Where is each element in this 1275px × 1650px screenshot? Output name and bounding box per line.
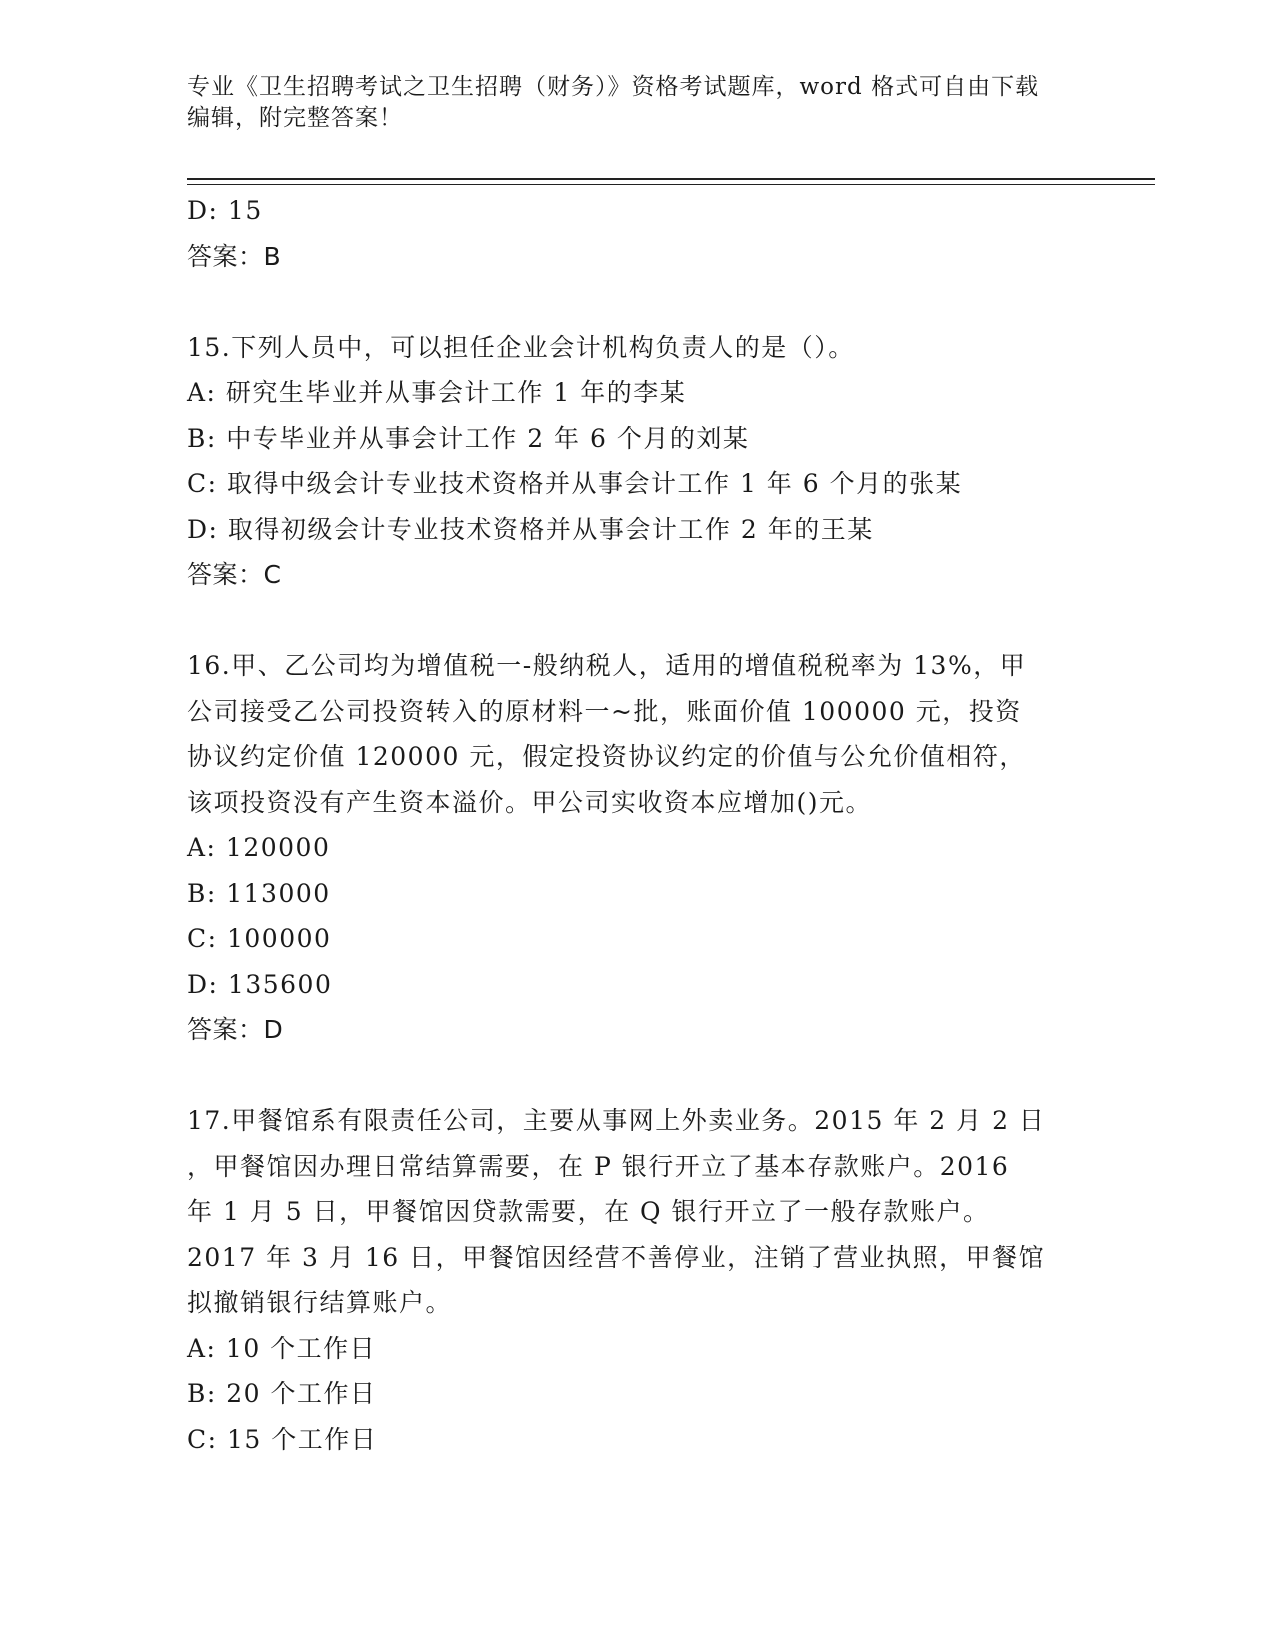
q16-option-c: C: 100000 [187,924,332,953]
q16-option-d: D: 135600 [187,969,333,999]
header-line-1: 专业《卫生招聘考试之卫生招聘（财务）》资格考试题库，word 格式可自由下载 [187,74,1040,100]
header-line-2: 编辑，附完整答案！ [187,105,403,131]
q15-option-a: A: 研究生毕业并从事会计工作 1 年的李某 [187,378,687,407]
prev-answer: 答案：B [187,241,282,271]
q15-answer: 答案：C [187,560,282,589]
q15-option-c: C: 取得中级会计专业技术资格并从事会计工作 1 年 6 个月的张某 [187,469,963,498]
q16-option-a: A: 120000 [187,833,331,862]
q16-option-b: B: 113000 [187,878,331,908]
q17-stem-line-5: 拟撤销银行结算账户。 [187,1288,453,1317]
q15-option-d: D: 取得初级会计专业技术资格并从事会计工作 2 年的王某 [187,514,874,544]
q17-option-b: B: 20 个工作日 [187,1379,377,1408]
spacer [187,279,1087,325]
q17-stem-line-3: 年 1 月 5 日，甲餐馆因贷款需要，在 Q 银行开立了一般存款账户。 [187,1197,990,1226]
spacer [187,598,1087,644]
q17-option-c: C: 15 个工作日 [187,1424,378,1454]
q17-stem-line-1: 17.甲餐馆系有限责任公司，主要从事网上外卖业务。2015 年 2 月 2 日 [187,1106,1046,1135]
q16-stem-line-3: 协议约定价值 120000 元，假定投资协议约定的价值与公允价值相符， [187,742,1026,771]
prev-option-d: D: 15 [187,196,263,225]
q16-stem-line-1: 16.甲、乙公司均为增值税一-般纳税人，适用的增值税税率为 13%，甲 [187,651,1027,680]
q17-stem-line-4: 2017 年 3 月 16 日，甲餐馆因经营不善停业，注销了营业执照，甲餐馆 [187,1242,1046,1272]
q16-stem-line-4: 该项投资没有产生资本溢价。甲公司实收资本应增加()元。 [187,787,873,817]
q16-answer: 答案：D [187,1015,284,1044]
document-body [187,188,1087,1462]
spacer [187,1053,1087,1099]
q17-option-a: A: 10 个工作日 [187,1333,377,1363]
document-header [187,72,1067,134]
header-rule-thick [187,178,1155,180]
q17-stem-line-2: ，甲餐馆因办理日常结算需要，在 P 银行开立了基本存款账户。2016 [187,1151,1010,1181]
q16-stem-line-2: 公司接受乙公司投资转入的原材料一~批，账面价值 100000 元，投资 [187,696,1022,726]
q15-option-b: B: 中专毕业并从事会计工作 2 年 6 个月的刘某 [187,423,750,453]
q15-stem: 15.下列人员中，可以担任企业会计机构负责人的是（）。 [187,332,855,362]
header-rule-thin [187,184,1155,185]
